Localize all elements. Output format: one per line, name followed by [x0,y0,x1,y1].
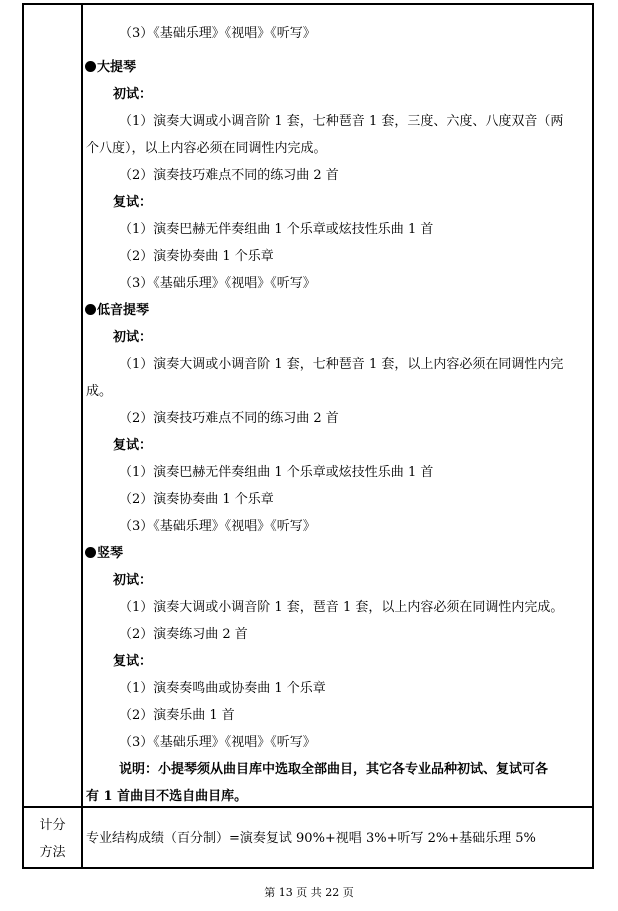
text-line: （1）演奏巴赫无伴奏组曲 1 个乐章或炫技性乐曲 1 首 [119,465,434,480]
text-line: 个八度），以上内容必须在同调性内完成。 [86,141,327,156]
text-line: （2）演奏练习曲 2 首 [119,627,248,642]
retest-label: 复试： [113,438,153,453]
text-line: （2）演奏技巧难点不同的练习曲 2 首 [119,168,339,183]
text-line: （1）演奏巴赫无伴奏组曲 1 个乐章或炫技性乐曲 1 首 [119,222,434,237]
retest-label: 复试： [113,195,153,210]
text-line: （1）演奏奏鸣曲或协奏曲 1 个乐章 [119,681,326,696]
requirements-table [22,3,594,869]
bullet-icon [85,61,96,72]
section-heading: 低音提琴 [85,301,149,321]
text-line: （3）《基础乐理》《视唱》《听写》 [119,276,316,291]
scoring-label: 方法 [39,845,66,860]
section-heading: 竖琴 [85,544,123,564]
scoring-formula: 专业结构成绩（百分制）=演奏复试 90%+视唱 3%+听写 2%+基础乐理 5% [86,831,536,846]
scoring-label: 计分 [39,818,66,833]
text-line: 成。 [86,384,113,399]
text-line: （2）演奏协奏曲 1 个乐章 [119,249,274,264]
bullet-icon [85,304,96,315]
note-text: 说明：小提琴须从曲目库中选取全部曲目，其它各专业品种初试、复试可各 [119,762,549,777]
page-footer: 第 13 页 共 22 页 [264,886,354,899]
initial-label: 初试： [113,573,153,588]
text-line: （3）《基础乐理》《视唱》《听写》 [119,26,316,41]
initial-label: 初试： [113,87,153,102]
column-divider [81,5,83,867]
bullet-icon [85,547,96,558]
text-line: （2）演奏乐曲 1 首 [119,708,235,723]
section-heading: 大提琴 [85,58,136,78]
text-line: （1）演奏大调或小调音阶 1 套，琶音 1 套，以上内容必须在同调性内完成。 [119,600,564,615]
note-text: 有 1 首曲目不选自曲目库。 [86,789,248,804]
text-line: （2）演奏技巧难点不同的练习曲 2 首 [119,411,339,426]
initial-label: 初试： [113,330,153,345]
text-line: （3）《基础乐理》《视唱》《听写》 [119,519,316,534]
retest-label: 复试： [113,654,153,669]
text-line: （3）《基础乐理》《视唱》《听写》 [119,735,316,750]
text-line: （1）演奏大调或小调音阶 1 套，七种琶音 1 套，以上内容必须在同调性内完 [119,357,564,372]
text-line: （2）演奏协奏曲 1 个乐章 [119,492,274,507]
text-line: （1）演奏大调或小调音阶 1 套，七种琶音 1 套，三度、六度、八度双音（两 [119,114,564,129]
